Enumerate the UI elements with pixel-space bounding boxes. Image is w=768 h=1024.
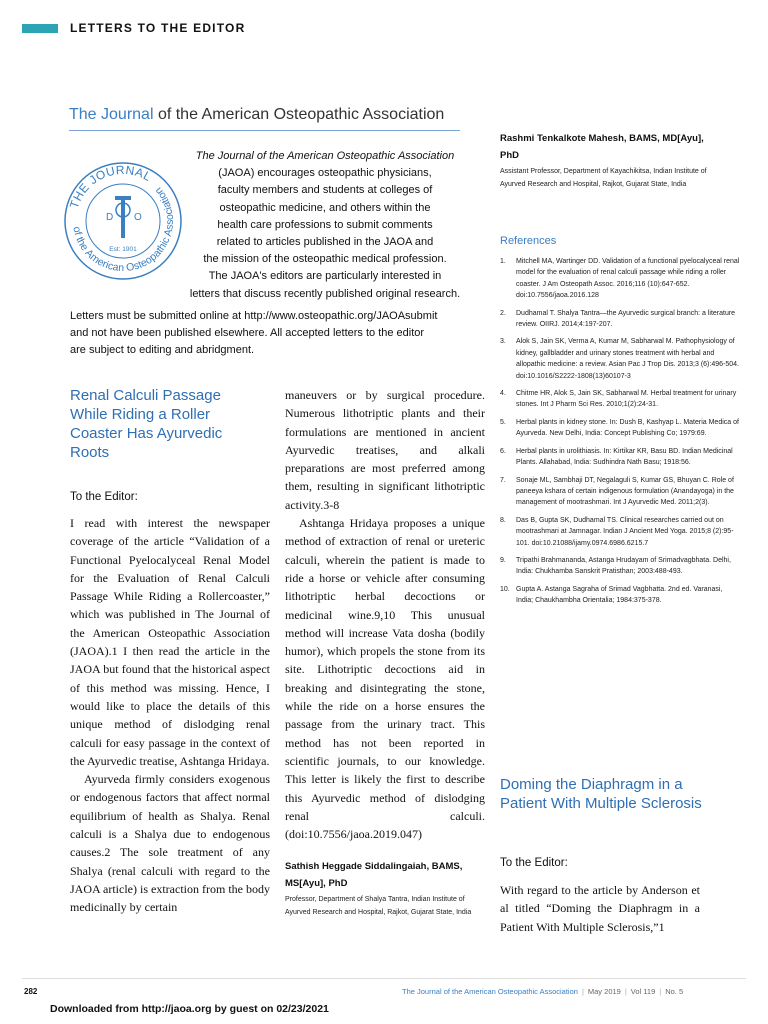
reference-text: Herbal plants in kidney stone. In: Dush B, Kashyap L. Materia Medica of Ayurveda. New Delhi, India: Concept Publishing Co; 1979:69. [516, 418, 739, 438]
section-label: LETTERS TO THE EDITOR [70, 21, 246, 35]
reference-number: 9. [500, 556, 506, 564]
journal-title-rule [69, 130, 460, 131]
intro-line: faculty members and students at colleges of [217, 184, 433, 197]
footer-issue: No. 5 [665, 987, 684, 996]
reference-item [500, 308, 740, 331]
journal-intro-text [180, 148, 470, 303]
intro-line: related to articles published in the JAOA and [216, 236, 434, 249]
journal-title-rest: of the American Osteopathic Association [153, 106, 445, 123]
reference-number: 3. [500, 338, 506, 346]
article1-paragraph: Ayurveda firmly considers exogenous or endogenous factors that affect normal equilibrium of health as Shalya. Renal calculi is a Shalya due to endogenous causes.2 The sole treatment of any Shalya (renal calculi with regard to the JAOA article) is extraction from the body medicinally by certain [70, 772, 270, 915]
article1-paragraph: I read with interest the newspaper coverage of the article “Validation of a Functional Pyelocalyceal Renal Model for the Evaluation of Renal Calculi Passage While Riding a Rollercoaster,” which was published in The Journal of the American Osteopathic Association (JAOA).1 I then read the article in the JAOA but found that the historical aspect of this method was missing. Hence, I would like to place the details of this unique method of dislodging renal calculi for easy passage in the context of the Ayurvedic treatise, Ashtanga Hridaya. [70, 516, 270, 768]
author2-name-line: Rashmi Tenkalkote Mahesh, BAMS, MD[Ayu], [500, 133, 704, 144]
submission-instructions [70, 308, 470, 360]
reference-item [500, 515, 740, 549]
reference-text: Sonaje ML, Sambhaji DT, Negalaguli S, Kumar GS, Bhuyan C. Role of paneeya kshara of certain indigenous formulation (Anandayoga) in the management of mootrashmari. Int J Ayurvedic Med. 2011;2(3). [516, 476, 734, 507]
journal-title-highlight: The Journal [69, 106, 154, 123]
seal-letter-d: D [106, 212, 114, 223]
reference-item [500, 584, 740, 607]
reference-number: 10. [500, 585, 510, 593]
submit-line: are subject to editing and abridgment. [70, 344, 255, 357]
page-number: 282 [24, 987, 38, 996]
download-note: Downloaded from http://jaoa.org by guest on 02/23/2021 [50, 1003, 329, 1015]
footer-volume: Vol 119 [630, 987, 656, 996]
section-accent-bar [22, 24, 58, 33]
reference-number: 1. [500, 258, 506, 265]
author1-affiliation: Professor, Department of Shalya Tantra, Indian Institute of Ayurved Research and Hospital, Rajkot, Gujarat State, India [285, 896, 472, 916]
intro-line: The Journal of the American Osteopathic Association [195, 150, 455, 162]
submit-line: Letters must be submitted online at http://www.osteopathic.org/JAOAsubmit [70, 310, 438, 322]
intro-line: The JAOA's editors are particularly interested in [208, 270, 442, 283]
submit-line: and not have been published elsewhere. All accepted letters to the editor [70, 327, 425, 340]
intro-line: osteopathic medicine, and others within the [219, 201, 431, 214]
reference-text: Tripathi Brahmananda, Astanga Hrudayam of Srimadvagbhata. Delhi, India: Chukhamba Sanskrit Pratisthan; 2003:488-493. [516, 556, 731, 576]
article2-paragraph: With regard to the article by Anderson et al titled “Doming the Diaphragm in a Patient With Multiple Sclerosis,”1 [500, 883, 700, 934]
svg-text:of the American Osteopathic As: of the American Osteopathic Association [70, 184, 177, 275]
article1-title: Renal Calculi Passage While Riding a Roller Coaster Has Ayurvedic Roots [70, 387, 223, 461]
intro-line: letters that discuss recently published original research. [189, 287, 461, 300]
reference-text: Herbal plants in urolithiasis. In: Kirtikar KR, Basu BD. Indian Medicinal Plants. Allahabad, India: Sudhindra Nath Basu; 1918:56. [516, 447, 733, 467]
author2-name-line: PhD [500, 150, 519, 161]
article1-paragraph: maneuvers or by surgical procedure. Numerous lithotriptic plants and their formulations are mentioned in ancient Ayurvedic treatises, and alkali preparations are most preferred among them, resulting in significant lithotriptic activity.3-8 [285, 388, 485, 512]
journal-banner-title [69, 106, 444, 124]
footer-journal: The Journal of the American Osteopathic Association [402, 987, 578, 996]
reference-text: Chitme HR, Alok S, Jain SK, Sabharwal M. Herbal treatment for urinary stones. Int J Pharm Sci Res. 2010;1(2):24-31. [516, 390, 737, 409]
reference-item [500, 475, 740, 509]
footer-date: May 2019 [587, 987, 621, 996]
footer-citation: The Journal of the American Osteopathic Association | May 2019 | Vol 119 | No. 5 [402, 987, 684, 996]
svg-text:THE JOURNAL: THE JOURNAL [66, 162, 154, 211]
reference-number: 5. [500, 418, 506, 426]
reference-item [500, 336, 740, 382]
seal-established: Est: 1901 [109, 246, 137, 253]
reference-item [500, 417, 740, 440]
author2-name [500, 130, 740, 164]
article1-column2 [285, 386, 485, 843]
references-list [500, 256, 740, 613]
intro-line: health care professions to submit comments [217, 218, 433, 231]
reference-text: Gupta A. Astanga Sagraha of Srimad Vagbhatta. 2nd ed. Varanasi, India; Chaukhambha Orientalia; 1984:375-378. [516, 585, 723, 605]
reference-number: 7. [500, 476, 506, 484]
jaoa-seal-logo [62, 160, 184, 282]
article2-salutation: To the Editor: [500, 857, 568, 869]
reference-item [500, 388, 740, 411]
article2-title: Doming the Diaphragm in a Patient With Multiple Sclerosis [500, 776, 702, 812]
reference-number: 2. [500, 309, 506, 317]
reference-text: Das B, Gupta SK, Dudhamal TS. Clinical researches carried out on mootrashmari at Jamnagar. Indian J Ancient Med Yoga. 2015;8 (2):95-101. doi:10.21088/ijamy.0974.6986.6215.7 [516, 516, 734, 547]
reference-text: Alok S, Jain SK, Verma A, Kumar M, Sabharwal M. Pathophysiology of kidney, gallbladder and urinary stones treatment with herbal and allopathic medicine: a review. Asian Pac J Trop Dis. 2013;3 (6):496-504. doi:10.1016/S2222-1808(13)60107-3 [516, 338, 739, 380]
reference-text: Mitchell MA, Wartinger DD. Validation of a functional pyelocalyceal renal model for the evaluation of renal calculi passage while riding a roller coaster. J Am Osteopath Assoc. 2016;116 (10):647-652. doi:10.7556/jaoa.2016.128 [516, 258, 740, 300]
author1-name [285, 858, 485, 892]
seal-letter-o: O [134, 212, 142, 223]
author1-name-line: MS[Ayu], PhD [285, 878, 348, 889]
author1-name-line: Sathish Heggade Siddalingaiah, BAMS, [285, 861, 463, 872]
reference-number: 8. [500, 516, 506, 524]
reference-item [500, 446, 740, 469]
article2-column [500, 881, 700, 936]
reference-item [500, 555, 740, 578]
reference-number: 4. [500, 390, 506, 398]
reference-number: 6. [500, 447, 506, 455]
article1-salutation: To the Editor: [70, 491, 138, 503]
references-heading: References [500, 235, 557, 247]
intro-line: (JAOA) encourages osteopathic physicians, [218, 167, 432, 180]
article1-column1 [70, 514, 270, 934]
footer-rule [22, 978, 746, 979]
intro-line: the mission of the osteopathic medical profession. [203, 253, 447, 266]
article1-paragraph: Ashtanga Hridaya proposes a unique method of extraction of renal or ureteric calculi, wherein the patient is made to ride a horse or vehicle after consuming lithotriptic herbal decoctions or medicinal wine.9,10 This unusual method will increase Vata dosha (bodily humor), which propels the stone from its site. Lithotriptic decoctions aid in breaking and disintegrating the stone, while the ride on a horse ensures the passage from the urinary tract. This method has not been reported in scientific journals, to our knowledge. This letter is likely the first to describe this Ayurvedic method of dislodging renal calculi. (doi:10.7556/jaoa.2019.047) [285, 516, 485, 842]
author2-affiliation: Assistant Professor, Department of Kayachikitsa, Indian Institute of Ayurved Research and Hospital, Rajkot, Gujarat State, India [500, 168, 707, 188]
reference-text: Dudhamal T. Shalya Tantra—the Ayurvedic surgical branch: a literature review. OIIRJ. 2014;4:197-207. [516, 309, 736, 329]
reference-item [500, 256, 740, 302]
